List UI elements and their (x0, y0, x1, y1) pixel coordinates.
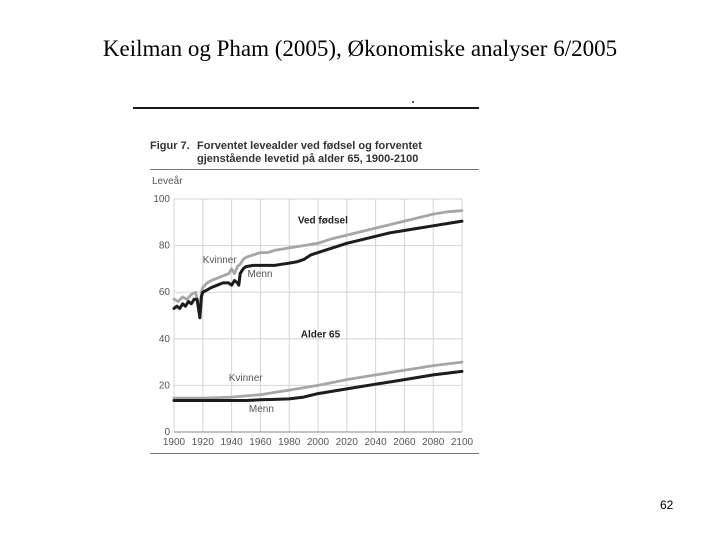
y-tick-label: 40 (158, 333, 170, 345)
series-label-women-65: Kvinner (228, 373, 263, 385)
x-tick-label: 2020 (335, 437, 358, 448)
y-tick-label: 60 (158, 287, 170, 299)
y-tick-label: 0 (164, 427, 170, 438)
divider-dot (412, 101, 414, 103)
figure-caption (150, 140, 422, 166)
x-tick-label: 1940 (220, 437, 243, 448)
x-tick-label: 2100 (450, 437, 474, 448)
page-number: 62 (660, 498, 674, 512)
x-tick-label: 1900 (162, 437, 186, 448)
life-expectancy-chart (140, 170, 480, 452)
y-tick-label: 80 (158, 240, 170, 252)
x-tick-label: 2040 (364, 437, 387, 448)
figure-title-line1: Forventet levealder ved fødsel og forventet (197, 140, 422, 152)
x-tick-label: 2000 (306, 437, 330, 448)
x-tick-label: 2080 (422, 437, 445, 448)
x-tick-label: 1920 (191, 437, 214, 448)
series-label-women-birth: Kvinner (202, 255, 237, 267)
y-axis-label: Leveår (152, 176, 183, 187)
x-tick-label: 1980 (278, 437, 301, 448)
panel-label-age65: Alder 65 (300, 329, 341, 341)
x-tick-label: 2060 (393, 437, 416, 448)
figure-number: Figur 7. (150, 140, 190, 152)
series-label-men-birth: Menn (247, 269, 273, 281)
y-tick-label: 20 (158, 380, 170, 392)
top-divider (133, 107, 479, 109)
x-tick-label: 1960 (249, 437, 272, 448)
series-label-men-65: Menn (248, 404, 274, 416)
figure-bottom-divider (150, 453, 479, 454)
figure-title-line2: gjenstående levetid på alder 65, 1900-2100 (197, 153, 419, 165)
panel-label-birth: Ved fødsel (297, 215, 348, 227)
y-tick-label: 100 (153, 194, 170, 205)
slide-title: Keilman og Pham (2005), Økonomiske analyser 6/2005 (102, 36, 618, 61)
